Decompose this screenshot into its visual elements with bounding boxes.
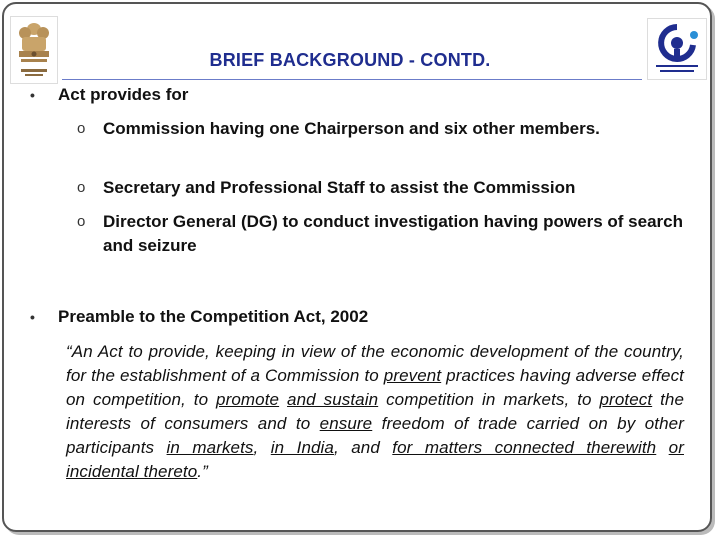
preamble-quote <box>66 340 684 484</box>
bullet-text: Act provides for <box>58 85 189 104</box>
bullet-marker: • <box>30 87 35 103</box>
bullet-act-provides <box>30 85 188 105</box>
quote-segment-underlined: prevent <box>383 366 442 385</box>
sub-item-text: Secretary and Professional Staff to assist the Commission <box>103 178 576 197</box>
quote-segment-underlined: ensure <box>319 414 373 433</box>
header-rule <box>62 79 642 80</box>
quote-segment: , and <box>333 438 393 457</box>
bullet-preamble <box>30 307 368 327</box>
quote-segment-underlined: for matters connected therewith <box>392 438 657 457</box>
quote-segment: “An Act to provide, keeping in view of the economic development of the country, for the establishment of a Commission to <box>66 342 684 385</box>
quote-segment-underlined: promote <box>216 390 280 409</box>
sub-item-secretary <box>77 176 683 200</box>
bullet-marker: • <box>30 309 35 325</box>
quote-segment: freedom of trade carried on by other participants <box>66 414 684 457</box>
sub-item-marker: o <box>77 120 86 137</box>
quote-segment-underlined: in markets <box>166 438 254 457</box>
quote-segment <box>279 390 287 409</box>
bullet-text: Preamble to the Competition Act, 2002 <box>58 307 369 326</box>
quote-segment <box>656 438 668 457</box>
quote-segment-underlined: incidental thereto <box>66 462 198 481</box>
quote-segment: competition in markets, to <box>378 390 600 409</box>
quote-segment-underlined: and sustain <box>287 390 379 409</box>
quote-segment-underlined: protect <box>599 390 653 409</box>
sub-item-text: Commission having one Chairperson and six other members. <box>103 119 600 138</box>
sub-item-commission <box>77 117 683 141</box>
quote-segment: , <box>253 438 271 457</box>
sub-item-marker: o <box>77 179 86 196</box>
quote-segment: .” <box>197 462 208 481</box>
quote-segment-underlined: or <box>668 438 684 457</box>
quote-segment: practices having adverse effect on competition, to <box>66 366 684 409</box>
quote-segment-underlined: in India <box>270 438 334 457</box>
slide-title: BRIEF BACKGROUND - CONTD. <box>209 50 491 70</box>
sub-item-director-general <box>77 210 683 258</box>
quote-segment: the interests of consumers and to <box>66 390 685 433</box>
sub-item-text: Director General (DG) to conduct investigation having powers of search and seizure <box>103 212 683 255</box>
sub-item-marker: o <box>77 213 86 230</box>
